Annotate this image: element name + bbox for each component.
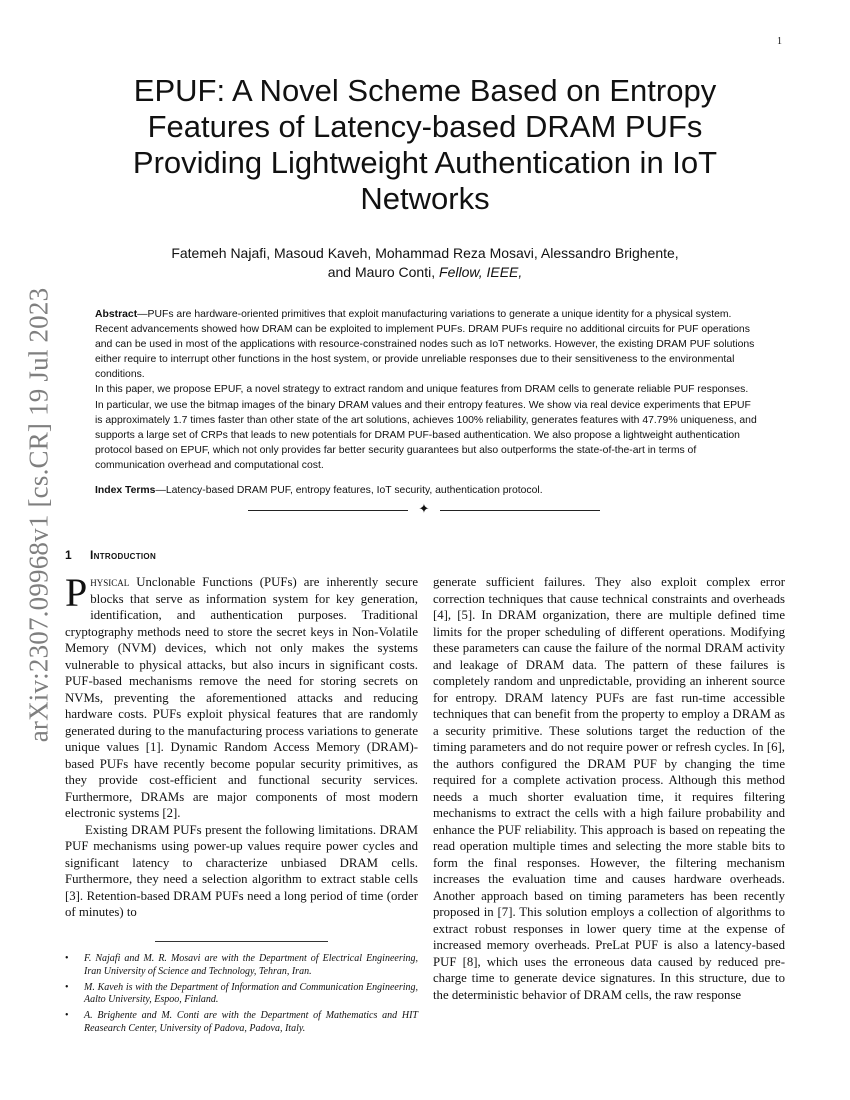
- index-terms: [95, 483, 757, 498]
- author-line-2-names: and Mauro Conti,: [327, 264, 440, 280]
- right-column: [433, 574, 785, 1003]
- bullet-icon: •: [65, 1010, 69, 1022]
- abstract-para-2: In this paper, we propose EPUF, a novel strategy to extract random and unique features from DRAM cells to generate reliable PUF responses. In particular, we use the bitmap images of the binary DRAM values and their entropy features. We show via real device experiments that EPUF is approximately 1.7 times faster than other state of the art solutions, achieves 100% reliability, generates features with 47.79% uniqueness, and supports a large set of CRPs that leads to new potentials for DRAM PUF-based authentication. We also propose a lightweight authentication protocol based on EPUF, which not only provides far better security guarantees but also outperforms the state-of-the-art in terms of communication overhead and computational cost.: [95, 384, 757, 471]
- bullet-icon: •: [65, 981, 69, 993]
- abstract-label: Abstract: [95, 309, 138, 320]
- author-line-2: [85, 263, 765, 282]
- author-list: [85, 244, 765, 282]
- footnote-text: M. Kaveh is with the Department of Information and Communication Engineering, Aalto University, Espoo, Finland.: [84, 981, 418, 1006]
- divider-line-right: [440, 510, 600, 511]
- section-number: 1: [65, 548, 72, 562]
- footnote-rule: [155, 941, 328, 942]
- footnote-item: [65, 1010, 418, 1036]
- section-title-initial: I: [89, 548, 94, 562]
- footnote-item: [65, 982, 418, 1008]
- section-title: [90, 548, 156, 562]
- section-heading: [65, 548, 156, 562]
- intro-para-1-text: Unclonable Functions (PUFs) are inherently secure blocks that serve as information system for key generation, identification, and authentication purposes. Traditional cryptography methods need to store the secret keys in Non-Volatile Memory (NVM) devices, which not only makes the systems vulnerable to physical attacks, but also incurs in significant costs. PUF-based mechanisms remove the need for storing secrets on NVMs, preventing the aforementioned attacks and reducing hardware costs. PUFs exploit physical features that are randomly generated during to the manufacturing process variations to generate unique values [1]. Dynamic Random Access Memory (DRAM)-based PUFs have recently become popular security primitives, as they provide cost-efficient and functional security services. Furthermore, DRAMs are major components of most modern electronic systems [2].: [65, 575, 418, 820]
- left-column: [65, 570, 418, 921]
- author-line-1: Fatemeh Najafi, Masoud Kaveh, Mohammad Reza Mosavi, Alessandro Brighente,: [171, 245, 679, 261]
- footnotes: [65, 953, 418, 1039]
- divider-line-left: [248, 510, 408, 511]
- intro-smallcaps: hysical: [90, 575, 130, 589]
- arxiv-id: arXiv:2307.09968v1 [cs.CR] 19 Jul 2023: [23, 287, 54, 743]
- footnote-item: [65, 953, 418, 979]
- index-terms-label: Index Terms: [95, 485, 156, 496]
- author-role: Fellow, IEEE,: [439, 264, 523, 280]
- paper-title: EPUF: A Novel Scheme Based on Entropy Features of Latency-based DRAM PUFs Providing Lightweight Authentication in IoT Networks: [132, 73, 718, 216]
- bullet-icon: •: [65, 953, 69, 964]
- intro-para-1: [65, 570, 418, 822]
- footnote-text: A. Brighente and M. Conti are with the Department of Mathematics and HIT Reasearch Center, University of Padova, Padova, Italy.: [84, 1010, 418, 1034]
- abstract: [95, 307, 757, 473]
- section-divider: [248, 503, 600, 517]
- diamond-icon: ✦: [418, 502, 430, 517]
- abstract-para-1: [95, 307, 757, 382]
- intro-para-2: Existing DRAM PUFs present the following limitations. DRAM PUF mechanisms using power-up values require power cycles and significant latency to characterize unbiased DRAM cells. Furthermore, they need a selection algorithm to extract stable cells [3]. Retention-based DRAM PUFs need a long period of time (order of minutes) to: [65, 822, 418, 919]
- intro-right-para: generate sufficient failures. They also exploit complex error correction techniques that cause technical constraints and overheads [4], [5]. In DRAM organization, there are multiple defined time limits for the proper scheduling of different operations. Modifying these parameters can cause the failure of the normal DRAM activity and leakage of DRAM data. The pattern of these failures is completely random and unpredictable, providing an inherent source for entropy. DRAM latency PUFs are fast run-time accessible techniques that can benefit from the property to employ a DRAM as a security primitive. These solutions target the reduction of the timing parameters and do not require power or refresh cycles. In [6], the authors configured the DRAM PUF by changing the time required for a complete activation process. Although this method needs a much shorter evaluation time, it requires filtering mechanisms to extract the cells with a high failure probability and enhance the PUF reliability. This approach is based on repeating the read operation multiple times and selecting the more stable bits to form the final responses. However, the filtering mechanism increases the evaluation time and causes hardware overheads. Another approach based on timing parameters has been recently proposed in [7]. This solution employs a collection of algorithms to extract robust responses in lower query time at the expense of increased memory overheads. PreLat PUF is also a latency-based PUF [8], which uses the erroneous data caused by reduced pre-charge time to generate device signatures. In this structure, due to the deterministic behavior of DRAM cells, the raw response: [433, 575, 785, 1002]
- page-number: 1: [777, 36, 782, 47]
- drop-cap: P: [65, 570, 88, 615]
- footnote-text: F. Najafi and M. R. Mosavi are with the Department of Electrical Engineering, Iran University of Science and Technology, Tehran, Iran.: [84, 953, 418, 977]
- section-title-rest: ntroduction: [93, 548, 157, 562]
- arxiv-sidebar: [14, 287, 64, 743]
- abstract-text-1: —PUFs are hardware-oriented primitives that exploit manufacturing variations to generate a unique identity for a physical system. Recent advancements showed how DRAM can be exploited to implement PUFs. DRAM PUFs require no additional circuits for PUF operations and can be used in most of the applications with resource-constrained nodes such as IoT networks. However, the existing DRAM PUF solutions either require to interrupt other functions in the host system, or provide unreliable responses due to their sensitiveness to the environmental conditions.: [95, 309, 755, 381]
- index-terms-text: —Latency-based DRAM PUF, entropy features, IoT security, authentication protocol.: [155, 485, 543, 496]
